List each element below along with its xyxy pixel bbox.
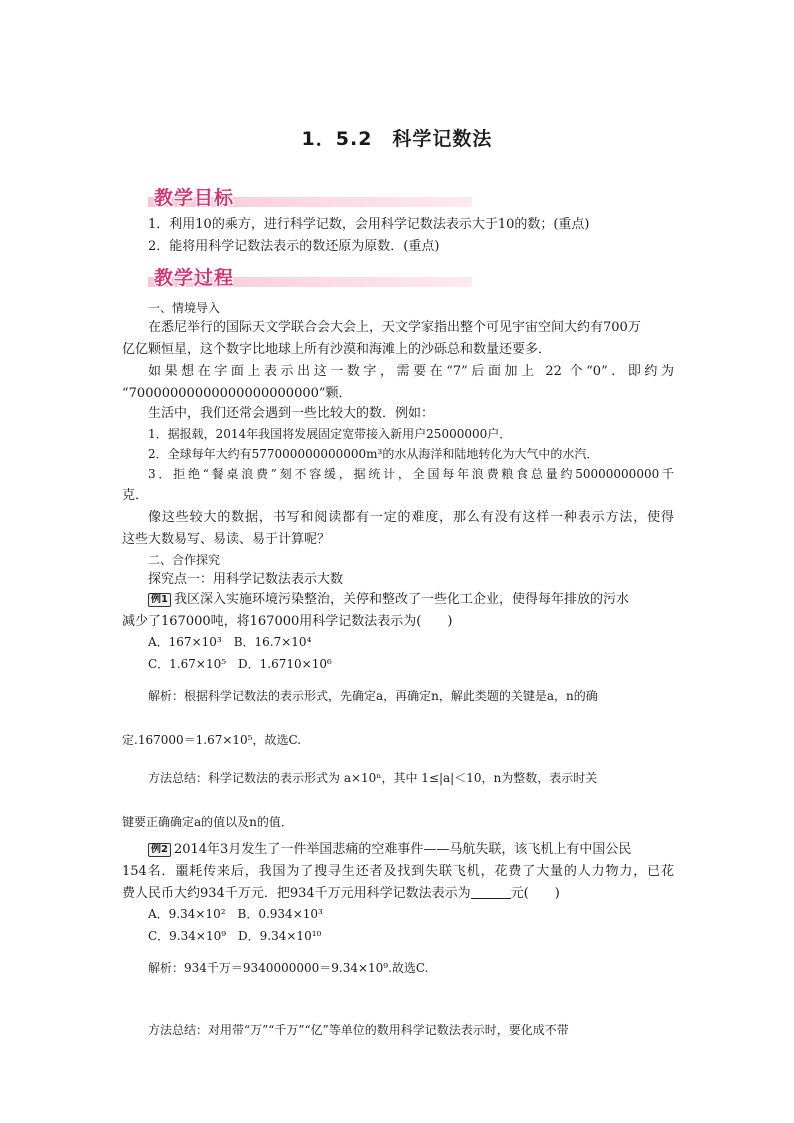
example2-summary: 方法总结：对用带“万”“千万”“亿”等单位的数用科学记数法表示时，要化成不带 — [148, 1023, 569, 1037]
section-banner-process — [148, 263, 472, 289]
goal-item: 2．能将用科学记数法表示的数还原为原数．(重点) — [148, 239, 440, 254]
intro-list-item: 3．拒绝“餐桌浪费”刻不容缓，据统计，全国每年浪费粮食总量约50000000000千 — [148, 467, 674, 481]
example1-analysis: 解析：根据科学记数法的表示形式，先确定a，再确定n，解此类题的关键是a，n的确 — [148, 689, 598, 703]
text-run: 2014年3月发生了一件举国悲痛的空难事件——马航失联，该飞机上有中国公民 — [173, 842, 632, 857]
example1-question-line — [148, 590, 674, 610]
example1-summary: 方法总结：科学记数法的表示形式为 a×10ⁿ，其中 1≤|a|＜10，n为整数，表示时关 — [148, 771, 598, 785]
example1-options: C．1.67×10⁵ D．1.6710×10⁶ — [148, 657, 332, 671]
answer-blank — [471, 884, 511, 899]
text-run: 我区深入实施环境污染整治，关停和整改了一些化工企业，使得每年排放的污水 — [173, 592, 629, 607]
intro-list-item: 2．全球每年大约有577000000000000m³的水从海洋和陆地转化为大气中的水汽． — [148, 447, 599, 461]
example2-question-line — [148, 840, 674, 860]
text-run: 费人民币大约934千万元．把934千万元用科学记数法表示为 — [122, 886, 471, 901]
intro-paragraph-line: 生活中，我们还常会遇到一些比较大的数．例如： — [148, 406, 435, 421]
section-title-process: 教学过程 — [154, 267, 235, 289]
example2-options: C．9.34×10⁹ D．9.34×10¹⁰ — [148, 929, 322, 943]
text-run: 元( ) — [510, 886, 560, 901]
intro-paragraph-line: 像这些较大的数据，书写和阅读都有一定的难度，那么有没有这样一种表示方法，使得 — [148, 510, 674, 525]
intro-paragraph-line: “70000000000000000000000”颗． — [122, 386, 352, 401]
intro-list-item: 克． — [122, 488, 149, 503]
example1-analysis: 定.167000＝1.67×10⁵，故选C. — [122, 733, 302, 747]
example2-options: A．9.34×10² B．0.934×10³ — [148, 907, 323, 921]
example1-options: A．167×10³ B．16.7×10⁴ — [148, 635, 312, 649]
intro-paragraph-line: 如果想在字面上表示出这一数字，需要在“7”后面加上 22 个“0”．即约为 — [148, 364, 674, 379]
explore-heading: 二、合作探究 — [148, 553, 221, 567]
example2-question-line: 154名．噩耗传来后，我国为了搜寻生还者及找到失联飞机，花费了大量的人力物力，已花 — [122, 864, 674, 879]
example2-question-line — [122, 884, 648, 904]
intro-heading: 一、情境导入 — [148, 301, 221, 315]
intro-paragraph-line: 亿亿颗恒星，这个数字比地球上所有沙漠和海滩上的沙砾总和数量还要多． — [122, 342, 552, 357]
example-tag: 例1 — [148, 593, 171, 607]
intro-paragraph-line — [148, 318, 674, 338]
intro-paragraph-line: 这些大数易写、易读、易于计算呢？ — [122, 532, 331, 547]
section-title-goals: 教学目标 — [154, 187, 235, 209]
page-title: 1．5.2 科学记数法 — [301, 128, 493, 150]
explore-point-title: 探究点一：用科学记数法表示大数 — [148, 572, 344, 587]
goal-item: 1．利用10的乘方，进行科学记数，会用科学记数法表示大于10的数；(重点) — [148, 217, 590, 232]
section-banner-goals — [148, 183, 472, 209]
example1-summary: 键要正确确定a的值以及n的值． — [122, 815, 293, 829]
example-tag: 例2 — [148, 843, 171, 857]
text-run: 在悉尼举行的国际天文学联合会大会上，天文学家指出整个可见宇宙空间大约有700万 — [148, 320, 641, 335]
example1-question-line: 减少了167000吨，将167000用科学记数法表示为( ) — [122, 614, 453, 629]
example2-analysis: 解析：934千万＝9340000000＝9.34×10⁹.故选C. — [148, 961, 429, 975]
intro-list-item: 1．据报载，2014年我国将发展固定宽带接入新用户25000000户． — [148, 427, 512, 441]
